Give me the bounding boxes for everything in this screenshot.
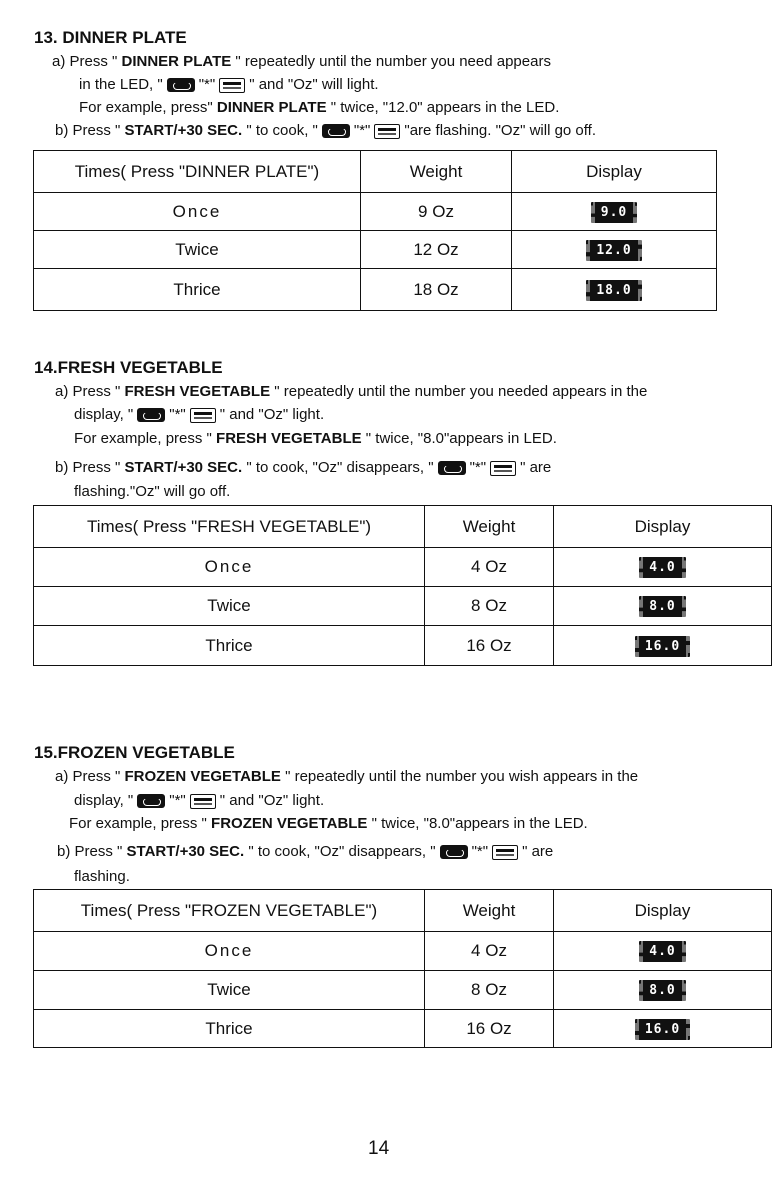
auto-cook-icon	[492, 845, 518, 860]
table-row	[34, 587, 772, 626]
led-display: 18.0	[586, 280, 641, 301]
cell-display	[554, 971, 772, 1010]
cell-times: Thrice	[34, 269, 361, 311]
table-row	[34, 231, 717, 269]
table-header-row	[34, 506, 772, 548]
auto-cook-icon	[190, 794, 216, 809]
instruction-b-line2: flashing.	[74, 868, 130, 885]
header-times: Times( Press "DINNER PLATE")	[34, 151, 361, 193]
cell-times: Thrice	[34, 626, 425, 666]
cooking-pot-icon	[438, 461, 466, 475]
instruction-example: For example, press " FRESH VEGETABLE " twice, "8.0"appears in LED.	[74, 430, 557, 447]
cell-display	[554, 548, 772, 587]
cell-weight: 16 Oz	[425, 1010, 554, 1048]
cell-display	[512, 231, 717, 269]
header-display: Display	[512, 151, 717, 193]
instruction-a-line1: a) Press " FRESH VEGETABLE " repeatedly until the number you needed appears in the	[55, 383, 648, 400]
instruction-b-line1: b) Press " START/+30 SEC. " to cook, "Oz" disappears, " "*" " are	[57, 843, 554, 860]
cell-weight: 18 Oz	[361, 269, 512, 311]
cell-display	[554, 626, 772, 666]
auto-cook-icon	[490, 461, 516, 476]
table-row	[34, 269, 717, 311]
cell-weight: 8 Oz	[425, 587, 554, 626]
table-row	[34, 932, 772, 971]
cell-weight: 4 Oz	[425, 548, 554, 587]
table-row	[34, 548, 772, 587]
instruction-example: For example, press" DINNER PLATE " twice, "12.0" appears in the LED.	[79, 99, 560, 116]
cooking-pot-icon	[137, 794, 165, 808]
instruction-a-line1: a) Press " FROZEN VEGETABLE " repeatedly until the number you wish appears in the	[55, 768, 639, 785]
dinner-plate-table	[33, 150, 717, 311]
cooking-pot-icon	[137, 408, 165, 422]
auto-cook-icon	[190, 408, 216, 423]
led-display: 8.0	[639, 980, 685, 1001]
cell-weight: 12 Oz	[361, 231, 512, 269]
cell-display	[554, 932, 772, 971]
table-row	[34, 971, 772, 1010]
auto-cook-icon	[219, 78, 245, 93]
cell-display	[512, 269, 717, 311]
section-title-dinner-plate: 13. DINNER PLATE	[34, 28, 187, 47]
fresh-vegetable-table	[33, 505, 772, 666]
cell-times: Twice	[34, 971, 425, 1010]
cooking-pot-icon	[167, 78, 195, 92]
header-weight: Weight	[425, 890, 554, 932]
instruction-a-line2: display, " "*" " and "Oz" light.	[74, 792, 325, 809]
section-title-fresh-vegetable: 14.FRESH VEGETABLE	[34, 358, 223, 377]
led-display: 16.0	[635, 636, 690, 657]
instruction-a-line2: display, " "*" " and "Oz" light.	[74, 406, 325, 423]
led-display: 16.0	[635, 1019, 690, 1040]
instruction-example: For example, press " FROZEN VEGETABLE " twice, "8.0"appears in the LED.	[69, 815, 588, 832]
cell-weight: 4 Oz	[425, 932, 554, 971]
cell-display	[554, 1010, 772, 1048]
instruction-a-line2: in the LED, " "*" " and "Oz" will light.	[79, 76, 379, 93]
cell-display	[512, 193, 717, 231]
cell-times: Once	[34, 548, 425, 587]
instruction-b-line1: b) Press " START/+30 SEC. " to cook, "Oz" disappears, " "*" " are	[55, 459, 552, 476]
cooking-pot-icon	[322, 124, 350, 138]
table-header-row	[34, 151, 717, 193]
header-weight: Weight	[425, 506, 554, 548]
header-display: Display	[554, 890, 772, 932]
table-header-row	[34, 890, 772, 932]
table-row	[34, 1010, 772, 1048]
cell-display	[554, 587, 772, 626]
led-display: 12.0	[586, 240, 641, 261]
led-display: 4.0	[639, 557, 685, 578]
cooking-pot-icon	[440, 845, 468, 859]
header-times: Times( Press "FRESH VEGETABLE")	[34, 506, 425, 548]
header-display: Display	[554, 506, 772, 548]
instruction-a-line1: a) Press " DINNER PLATE " repeatedly until the number you need appears	[52, 53, 551, 70]
cell-times: Twice	[34, 231, 361, 269]
header-times: Times( Press "FROZEN VEGETABLE")	[34, 890, 425, 932]
table-row	[34, 193, 717, 231]
cell-weight: 8 Oz	[425, 971, 554, 1010]
cell-weight: 9 Oz	[361, 193, 512, 231]
cell-weight: 16 Oz	[425, 626, 554, 666]
cell-times: Twice	[34, 587, 425, 626]
auto-cook-icon	[374, 124, 400, 139]
instruction-b-line2: flashing."Oz" will go off.	[74, 483, 231, 500]
cell-times: Once	[34, 932, 425, 971]
led-display: 9.0	[591, 202, 637, 223]
instruction-b-line1: b) Press " START/+30 SEC. " to cook, " "*" "are flashing. "Oz" will go off.	[55, 122, 596, 139]
section-title-frozen-vegetable: 15.FROZEN VEGETABLE	[34, 743, 235, 762]
led-display: 8.0	[639, 596, 685, 617]
cell-times: Thrice	[34, 1010, 425, 1048]
frozen-vegetable-table	[33, 889, 772, 1048]
header-weight: Weight	[361, 151, 512, 193]
led-display: 4.0	[639, 941, 685, 962]
table-row	[34, 626, 772, 666]
page-number: 14	[368, 1138, 390, 1159]
cell-times: Once	[34, 193, 361, 231]
